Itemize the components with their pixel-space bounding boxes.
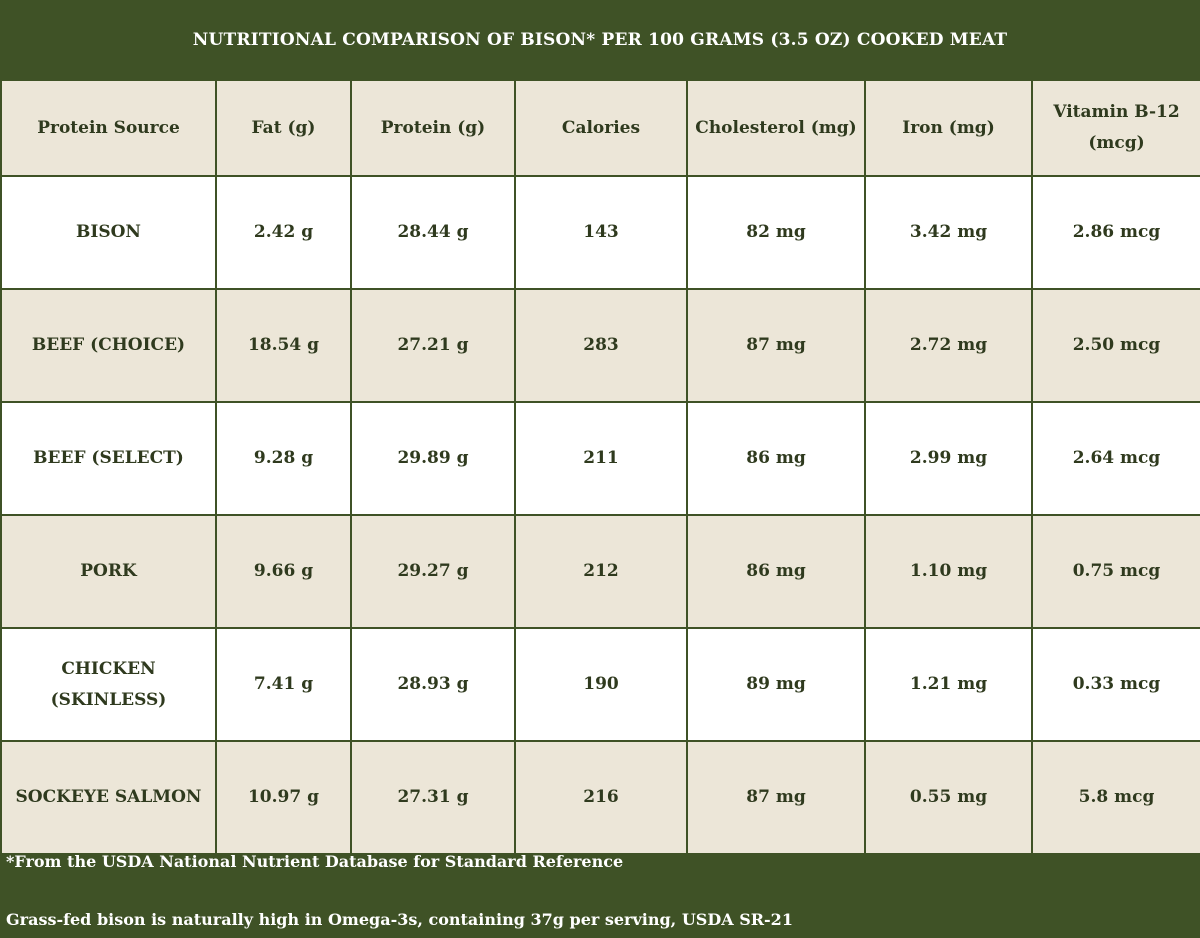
protein-source-cell: SOCKEYE SALMON bbox=[1, 741, 216, 854]
nutrient-value-cell: 29.27 g bbox=[351, 515, 515, 628]
nutrient-value-cell: 2.42 g bbox=[216, 176, 351, 289]
nutrient-value-cell: 2.86 mcg bbox=[1032, 176, 1200, 289]
column-header: Vitamin B-12 (mcg) bbox=[1032, 80, 1200, 176]
nutrient-value-cell: 87 mg bbox=[687, 289, 865, 402]
nutrient-value-cell: 212 bbox=[515, 515, 687, 628]
nutrition-table bbox=[0, 79, 1200, 855]
table-header-row bbox=[1, 80, 1200, 176]
nutrient-value-cell: 10.97 g bbox=[216, 741, 351, 854]
table-row bbox=[1, 176, 1200, 289]
nutrient-value-cell: 29.89 g bbox=[351, 402, 515, 515]
nutrient-value-cell: 2.64 mcg bbox=[1032, 402, 1200, 515]
nutrient-value-cell: 9.66 g bbox=[216, 515, 351, 628]
protein-source-cell: CHICKEN (SKINLESS) bbox=[1, 628, 216, 741]
column-header: Protein Source bbox=[1, 80, 216, 176]
nutrient-value-cell: 2.72 mg bbox=[865, 289, 1032, 402]
nutrient-value-cell: 7.41 g bbox=[216, 628, 351, 741]
column-header: Iron (mg) bbox=[865, 80, 1032, 176]
nutrient-value-cell: 27.31 g bbox=[351, 741, 515, 854]
nutrient-value-cell: 27.21 g bbox=[351, 289, 515, 402]
omega-note: Grass-fed bison is naturally high in Omega-3s, containing 37g per serving, USDA SR-21 bbox=[6, 910, 793, 929]
table-row bbox=[1, 289, 1200, 402]
nutrient-value-cell: 28.44 g bbox=[351, 176, 515, 289]
nutrient-value-cell: 87 mg bbox=[687, 741, 865, 854]
nutrient-value-cell: 0.55 mg bbox=[865, 741, 1032, 854]
nutrient-value-cell: 283 bbox=[515, 289, 687, 402]
nutrient-value-cell: 86 mg bbox=[687, 515, 865, 628]
nutrient-value-cell: 1.21 mg bbox=[865, 628, 1032, 741]
column-header: Fat (g) bbox=[216, 80, 351, 176]
table-row bbox=[1, 402, 1200, 515]
nutrient-value-cell: 216 bbox=[515, 741, 687, 854]
nutrient-value-cell: 0.75 mcg bbox=[1032, 515, 1200, 628]
nutrient-value-cell: 5.8 mcg bbox=[1032, 741, 1200, 854]
protein-source-cell: PORK bbox=[1, 515, 216, 628]
nutrient-value-cell: 28.93 g bbox=[351, 628, 515, 741]
page-title: NUTRITIONAL COMPARISON OF BISON* PER 100 GRAMS (3.5 OZ) COOKED MEAT bbox=[192, 29, 1008, 50]
column-header: Protein (g) bbox=[351, 80, 515, 176]
nutrient-value-cell: 0.33 mcg bbox=[1032, 628, 1200, 741]
nutrient-value-cell: 89 mg bbox=[687, 628, 865, 741]
nutrient-value-cell: 1.10 mg bbox=[865, 515, 1032, 628]
nutrient-value-cell: 86 mg bbox=[687, 402, 865, 515]
nutrient-value-cell: 82 mg bbox=[687, 176, 865, 289]
nutrient-value-cell: 2.50 mcg bbox=[1032, 289, 1200, 402]
nutrient-value-cell: 18.54 g bbox=[216, 289, 351, 402]
nutrient-value-cell: 143 bbox=[515, 176, 687, 289]
column-header: Calories bbox=[515, 80, 687, 176]
column-header: Cholesterol (mg) bbox=[687, 80, 865, 176]
protein-source-cell: BEEF (SELECT) bbox=[1, 402, 216, 515]
table-row bbox=[1, 628, 1200, 741]
nutrient-value-cell: 211 bbox=[515, 402, 687, 515]
nutrient-value-cell: 2.99 mg bbox=[865, 402, 1032, 515]
table-body bbox=[1, 176, 1200, 854]
table-row bbox=[1, 741, 1200, 854]
nutrient-value-cell: 3.42 mg bbox=[865, 176, 1032, 289]
source-footnote: *From the USDA National Nutrient Database for Standard Reference bbox=[6, 852, 624, 871]
protein-source-cell: BEEF (CHOICE) bbox=[1, 289, 216, 402]
nutrient-value-cell: 190 bbox=[515, 628, 687, 741]
protein-source-cell: BISON bbox=[1, 176, 216, 289]
nutrient-value-cell: 9.28 g bbox=[216, 402, 351, 515]
table-row bbox=[1, 515, 1200, 628]
